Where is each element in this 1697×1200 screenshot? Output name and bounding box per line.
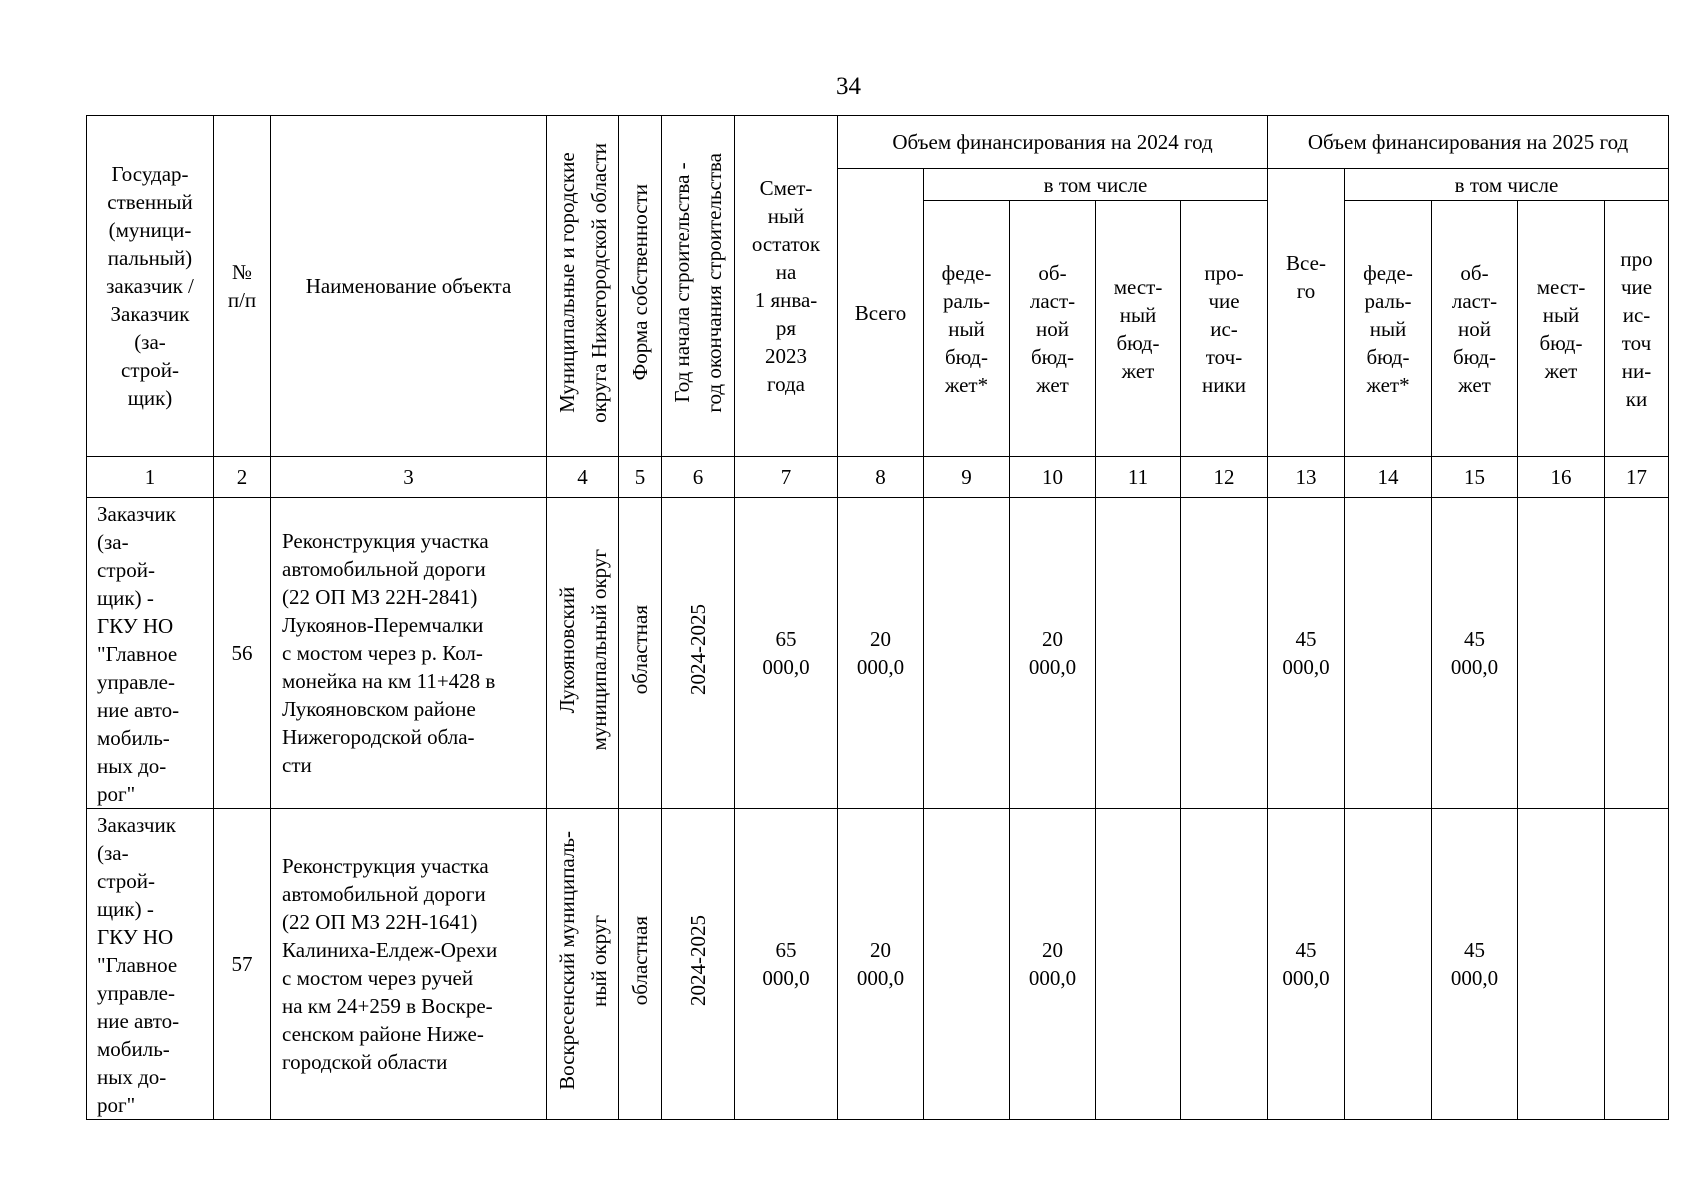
- row-other-2025: [1605, 809, 1669, 1120]
- header-ownership: [619, 116, 662, 457]
- column-number: 10: [1010, 457, 1096, 498]
- header-total-2024: Всего: [838, 169, 924, 457]
- header-object-name: Наименование объекта: [271, 116, 547, 457]
- column-number: 13: [1268, 457, 1345, 498]
- header-ownership-text: Форма собственности: [628, 184, 652, 381]
- column-number: 6: [662, 457, 735, 498]
- header-num: № п/п: [214, 116, 271, 457]
- column-number: 1: [87, 457, 214, 498]
- row-ownership-text: областная: [628, 604, 652, 695]
- row-years: [662, 809, 735, 1120]
- row-local-2024: [1096, 498, 1181, 809]
- header-other-2024: про- чие ис- точ- ники: [1181, 201, 1268, 457]
- row-customer: Заказчик (за- строй- щик) - ГКУ НО "Главное управле- ние авто- мобиль- ных до- рог": [87, 498, 214, 809]
- row-regional-2024: 20 000,0: [1010, 809, 1096, 1120]
- row-municipality-text: Лукояновский муниципальный округ: [554, 548, 611, 751]
- header-municipality-text: Муниципальные и городские округа Нижегородской области: [554, 142, 611, 423]
- header-municipality: [547, 116, 619, 457]
- row-municipality: [547, 498, 619, 809]
- row-regional-2025: 45 000,0: [1432, 809, 1518, 1120]
- row-local-2025: [1518, 498, 1605, 809]
- header-local-2025: мест- ный бюд- жет: [1518, 201, 1605, 457]
- column-number: 16: [1518, 457, 1605, 498]
- row-other-2025: [1605, 498, 1669, 809]
- header-years-text: Год начала строительства - год окончания строительства: [670, 152, 726, 413]
- row-customer: Заказчик (за- строй- щик) - ГКУ НО "Главное управле- ние авто- мобиль- ных до- рог": [87, 809, 214, 1120]
- row-num: 57: [214, 809, 271, 1120]
- column-number: 14: [1345, 457, 1432, 498]
- header-funding-2024: Объем финансирования на 2024 год: [838, 116, 1268, 169]
- column-number: 4: [547, 457, 619, 498]
- row-regional-2024: 20 000,0: [1010, 498, 1096, 809]
- row-ownership: [619, 809, 662, 1120]
- row-municipality-text: Воскресенский муниципаль- ный округ: [554, 831, 611, 1090]
- column-number: 15: [1432, 457, 1518, 498]
- header-federal-2024: феде- раль- ный бюд- жет*: [924, 201, 1010, 457]
- row-total-2025: 45 000,0: [1268, 498, 1345, 809]
- row-years-text: 2024-2025: [686, 915, 710, 1006]
- column-number: 2: [214, 457, 271, 498]
- column-number: 8: [838, 457, 924, 498]
- row-object-name: Реконструкция участка автомобильной дороги (22 ОП МЗ 22Н-1641) Калиниха-Елдеж-Орехи с мостом через ручей на км 24+259 в Воскре- сенском районе Нижe- городской области: [271, 809, 547, 1120]
- row-other-2024: [1181, 498, 1268, 809]
- row-total-2024: 20 000,0: [838, 498, 924, 809]
- header-regional-2024: об- ласт- ной бюд- жет: [1010, 201, 1096, 457]
- column-numbers-row: [87, 457, 1669, 498]
- row-ownership: [619, 498, 662, 809]
- header-years: [662, 116, 735, 457]
- row-object-name: Реконструкция участка автомобильной дороги (22 ОП МЗ 22Н-2841) Лукоянов-Перемчалки с мостом через р. Кол- монейка на км 11+428 в Лукояновском районе Нижегородской обла- сти: [271, 498, 547, 809]
- header-regional-2025: об- ласт- ной бюд- жет: [1432, 201, 1518, 457]
- row-years: [662, 498, 735, 809]
- financing-table: [86, 115, 1669, 1120]
- column-number: 7: [735, 457, 838, 498]
- column-number: 5: [619, 457, 662, 498]
- header-remaining: Смет- ный остаток на 1 янва- ря 2023 года: [735, 116, 838, 457]
- page-number: 34: [836, 73, 861, 100]
- column-number: 9: [924, 457, 1010, 498]
- row-regional-2025: 45 000,0: [1432, 498, 1518, 809]
- table-row: [87, 809, 1669, 1120]
- row-years-text: 2024-2025: [686, 604, 710, 695]
- row-local-2025: [1518, 809, 1605, 1120]
- column-number: 17: [1605, 457, 1669, 498]
- row-federal-2025: [1345, 498, 1432, 809]
- header-including-2024: в том числе: [924, 169, 1268, 201]
- column-number: 12: [1181, 457, 1268, 498]
- row-num: 56: [214, 498, 271, 809]
- row-federal-2024: [924, 809, 1010, 1120]
- header-total-2025: Все- го: [1268, 169, 1345, 457]
- column-number: 11: [1096, 457, 1181, 498]
- row-remaining: 65 000,0: [735, 498, 838, 809]
- row-total-2024: 20 000,0: [838, 809, 924, 1120]
- row-remaining: 65 000,0: [735, 809, 838, 1120]
- row-ownership-text: областная: [628, 915, 652, 1006]
- row-total-2025: 45 000,0: [1268, 809, 1345, 1120]
- row-federal-2024: [924, 498, 1010, 809]
- header-row-1: [87, 116, 1669, 169]
- row-municipality: [547, 809, 619, 1120]
- table-row: [87, 498, 1669, 809]
- header-customer: Государ- ственный (муници- пальный) заказчик / Заказчик (за- строй- щик): [87, 116, 214, 457]
- header-federal-2025: феде- раль- ный бюд- жет*: [1345, 201, 1432, 457]
- header-funding-2025: Объем финансирования на 2025 год: [1268, 116, 1669, 169]
- header-other-2025: про чие ис- точ ни- ки: [1605, 201, 1669, 457]
- header-local-2024: мест- ный бюд- жет: [1096, 201, 1181, 457]
- row-local-2024: [1096, 809, 1181, 1120]
- column-number: 3: [271, 457, 547, 498]
- row-other-2024: [1181, 809, 1268, 1120]
- row-federal-2025: [1345, 809, 1432, 1120]
- header-including-2025: в том числе: [1345, 169, 1669, 201]
